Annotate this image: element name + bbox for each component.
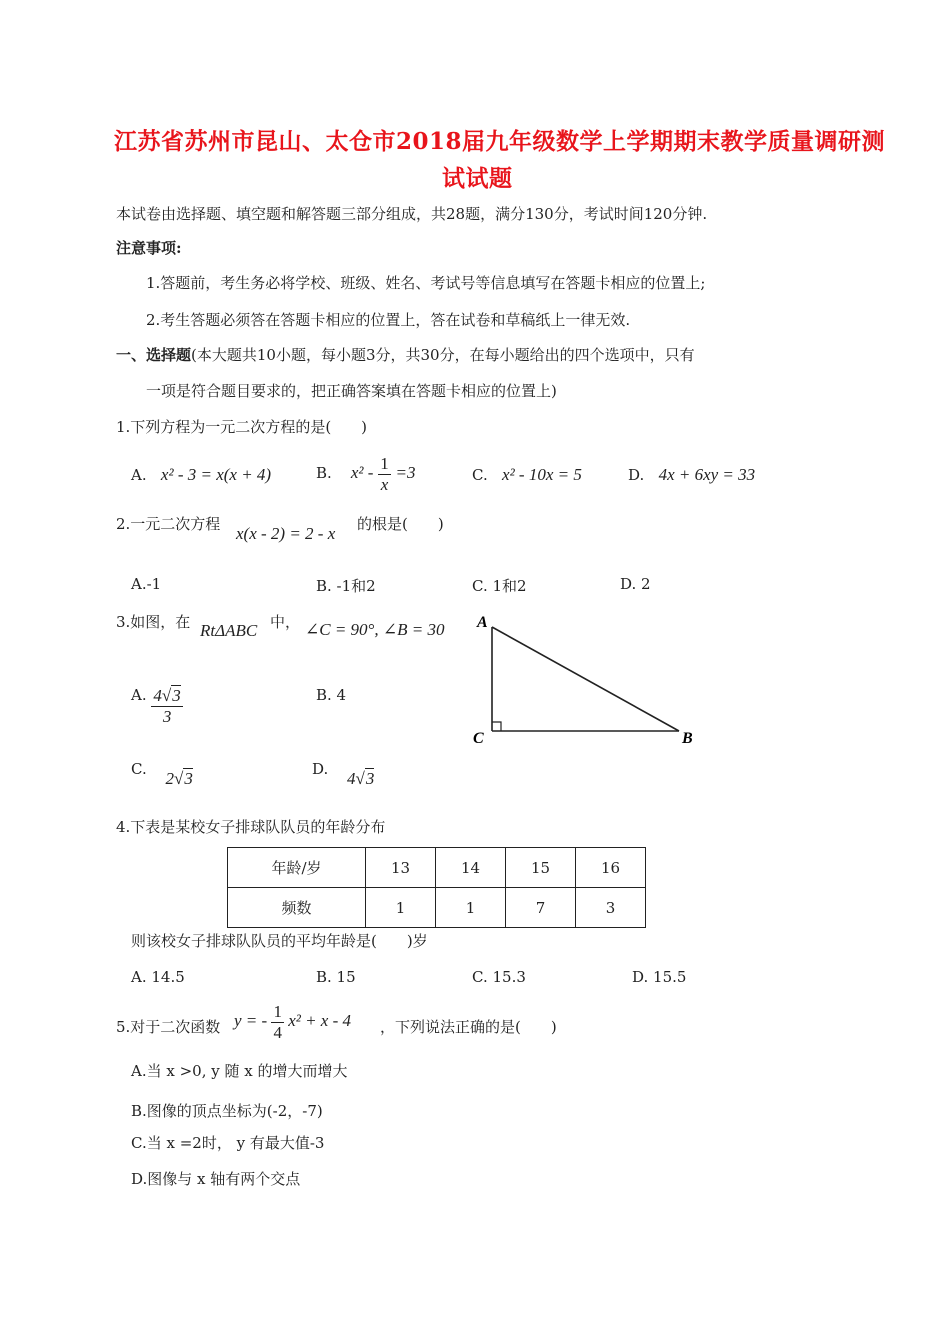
q3-option-b: B. 4 <box>316 686 347 704</box>
q3-option-c: C. 2√3 <box>131 760 193 788</box>
title-line-1: 江苏省苏州市昆山、太仓市2018届九年级数学上学期期末教学质量调研测 <box>114 128 886 155</box>
q5-fraction: $\frac{1}{4}$ <box>273 1002 282 1042</box>
q5-equation: y = - $\frac{1}{4}$ x² + x - 4 <box>234 1002 352 1042</box>
q2-stem-pre: 2.一元二次方程 <box>116 515 221 533</box>
q2-option-b: B. -1和2 <box>316 577 376 595</box>
q1-c-math: x² - 10x = 5 <box>502 465 582 484</box>
q4-option-b: B. 15 <box>316 968 356 986</box>
q3-stem-pre: 3.如图，在 <box>116 613 191 631</box>
q1-d-math: 4x + 6xy = 33 <box>658 465 756 484</box>
q2-option-c: C. 1和2 <box>472 577 527 595</box>
q3-a-fraction: $\frac{4√3}{3}$ <box>153 686 181 726</box>
q3-stem-mid: 中， <box>270 613 301 631</box>
q5-option-a: A.当 x >0, y 随 x 的增大而增大 <box>131 1062 348 1080</box>
q1-a-math: x² - 3 = x(x + 4) <box>160 465 272 484</box>
table-cell: 1 <box>366 888 436 928</box>
notes-item-2: 2.考生答题必须答在答题卡相应的位置上，答在试卷和草稿纸上一律无效. <box>146 311 631 329</box>
q1-b-fraction: $\frac{1}{x}$ <box>380 454 389 494</box>
table-cell: 16 <box>576 848 646 888</box>
q3-option-a: A. $\frac{4√3}{3}$ <box>131 686 181 726</box>
q1-option-b: B. x² - $\frac{1}{x}$ =3 <box>316 454 416 494</box>
q3-triangle: RtΔABC <box>200 621 258 640</box>
q2-option-a: A.-1 <box>131 575 162 593</box>
triangle-figure <box>465 605 705 755</box>
q4-question: 则该校女子排球队队员的平均年龄是( )岁 <box>131 932 428 950</box>
notes-heading: 注意事项: <box>116 239 182 257</box>
q5-stem-post: ，下列说法正确的是( ) <box>380 1018 557 1036</box>
q3-option-d: D. 4√3 <box>312 760 375 788</box>
title-line-2: 试试题 <box>442 165 513 192</box>
q3-angles: ∠C = 90°, ∠B = 30 <box>305 620 445 639</box>
side-ab <box>492 627 679 731</box>
vertex-b-label: B <box>682 730 693 747</box>
q4-option-c: C. 15.3 <box>472 968 526 986</box>
q5-stem-pre: 5.对于二次函数 <box>116 1018 221 1036</box>
q2-equation: x(x - 2) = 2 - x <box>236 524 336 543</box>
q5-option-c: C.当 x =2时， y 有最大值-3 <box>131 1134 325 1152</box>
notes-item-1: 1.答题前，考生务必将学校、班级、姓名、考试号等信息填写在答题卡相应的位置上; <box>146 274 706 292</box>
table-row <box>228 888 646 928</box>
table-cell: 14 <box>436 848 506 888</box>
q4-option-d: D. 15.5 <box>632 968 687 986</box>
section-1-heading: 一、选择题 <box>116 346 192 364</box>
table-cell: 年龄/岁 <box>228 848 366 888</box>
q1-option-d: D. 4x + 6xy = 33 <box>628 465 756 484</box>
vertex-a-label: A <box>477 614 488 631</box>
table-cell: 3 <box>576 888 646 928</box>
q5-option-b: B.图像的顶点坐标为(-2，-7) <box>131 1102 323 1120</box>
table-row <box>228 848 646 888</box>
q5-option-d: D.图像与 x 轴有两个交点 <box>131 1170 301 1188</box>
q1-option-a: A. x² - 3 = x(x + 4) <box>131 465 272 484</box>
q4-option-a: A. 14.5 <box>131 968 185 986</box>
q4-stem: 4.下表是某校女子排球队队员的年龄分布 <box>116 818 386 836</box>
q2-stem-post: 的根是( ) <box>357 515 444 533</box>
right-angle-mark <box>492 722 501 731</box>
q1-option-c: C. x² - 10x = 5 <box>472 465 582 484</box>
table-cell: 15 <box>506 848 576 888</box>
section-1-desc-2: 一项是符合题目要求的，把正确答案填在答题卡相应的位置上) <box>146 382 557 400</box>
vertex-c-label: C <box>473 730 484 747</box>
q1-stem: 1.下列方程为一元二次方程的是( ) <box>116 418 368 436</box>
section-1-desc-1: (本大题共10小题，每小题3分，共30分，在每小题给出的四个选项中，只有 <box>191 346 695 364</box>
table-cell: 13 <box>366 848 436 888</box>
intro-text: 本试卷由选择题、填空题和解答题三部分组成，共28题，满分130分，考试时间120分钟. <box>116 205 708 223</box>
table-cell: 频数 <box>228 888 366 928</box>
table-cell: 7 <box>506 888 576 928</box>
q2-option-d: D. 2 <box>620 575 651 593</box>
table-cell: 1 <box>436 888 506 928</box>
section-1-header <box>116 344 695 365</box>
age-table <box>227 847 646 928</box>
